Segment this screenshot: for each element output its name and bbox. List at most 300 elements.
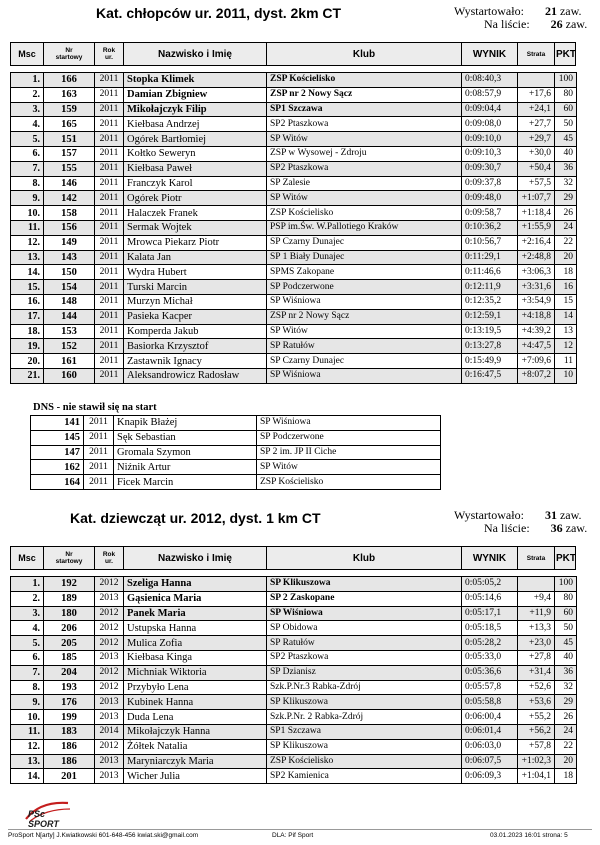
table-row [11,354,577,369]
place-cell: 9. [11,191,44,206]
athlete-name-cell: Halaczek Franek [124,206,267,221]
birth-year-cell: 2011 [95,206,124,221]
bib-number-cell: 204 [44,665,95,680]
club-cell: SP Ratułów [267,339,462,354]
athlete-name-cell: Kiełbasa Andrzej [124,117,267,132]
col-nr-label: Nr startowy [55,551,83,565]
club-cell: SP2 Ptaszkowa [267,161,462,176]
birth-year-cell: 2011 [95,339,124,354]
result-time-cell: 0:12:59,1 [462,309,518,324]
place-cell: 6. [11,650,44,665]
table-row [11,724,577,739]
athlete-name-cell: Przybyło Lena [124,680,267,695]
table-row [11,739,577,754]
bib-number-cell: 150 [44,265,95,280]
result-time-cell: 0:09:48,0 [462,191,518,206]
col-pkt: PKT [556,48,576,60]
time-gap-cell [518,73,555,88]
time-gap-cell: +53,6 [518,695,555,710]
time-gap-cell: +27,8 [518,650,555,665]
started-label: Wystartowało: [454,508,524,522]
time-gap-cell: +3:54,9 [518,294,555,309]
place-cell: 7. [11,161,44,176]
result-time-cell: 0:12:11,9 [462,280,518,295]
athlete-name-cell: Kiełbasa Paweł [124,161,267,176]
bib-number-cell: 152 [44,339,95,354]
birth-year-cell: 2011 [95,294,124,309]
table-row [11,280,577,295]
col-name: Nazwisko i Imię [124,547,267,569]
points-cell: 26 [555,206,577,221]
time-gap-cell [518,577,555,592]
result-time-cell: 0:15:49,9 [462,354,518,369]
time-gap-cell: +1:07,7 [518,191,555,206]
place-cell: 10. [11,710,44,725]
birth-year-cell: 2013 [95,650,124,665]
table-row [11,117,577,132]
dns-row [31,430,441,445]
col-nr [44,547,95,569]
points-cell: 26 [555,710,577,725]
time-gap-cell: +11,9 [518,606,555,621]
result-time-cell: 0:05:57,8 [462,680,518,695]
table-row [11,220,577,235]
points-cell: 18 [555,265,577,280]
points-cell: 36 [555,665,577,680]
place-cell: 18. [11,324,44,339]
time-gap-cell: +2:48,8 [518,250,555,265]
birth-year-cell: 2011 [95,176,124,191]
points-cell: 29 [555,695,577,710]
dns-row [31,475,441,490]
table-row [11,161,577,176]
time-gap-cell: +1:02,3 [518,754,555,769]
athlete-name-cell: Mrowca Piekarz Piotr [124,235,267,250]
results-header-girls [10,546,576,570]
time-gap-cell: +1:04,1 [518,769,555,784]
col-nr [44,43,95,65]
athlete-name-cell: Kalata Jan [124,250,267,265]
club-cell: SP Witów [267,324,462,339]
birth-year-cell: 2011 [95,132,124,147]
birth-year-cell: 2014 [95,724,124,739]
started-value: 31 [544,508,557,522]
club-cell: SP Czarny Dunajec [267,235,462,250]
footer-left: ProSport N[arty] J.Kwiatkowski 601-648-456 kwiat.ski@gmail.com [8,832,199,839]
bib-number-cell: 141 [31,416,84,431]
time-gap-cell: +52,6 [518,680,555,695]
points-cell: 24 [555,724,577,739]
footer-center: DLA: Pif Sport [272,832,314,839]
place-cell: 13. [11,754,44,769]
club-cell: ZSP Kościelisko [267,206,462,221]
bib-number-cell: 192 [44,577,95,592]
result-time-cell: 0:05:33,0 [462,650,518,665]
birth-year-cell: 2012 [95,636,124,651]
bib-number-cell: 186 [44,754,95,769]
place-cell: 12. [11,739,44,754]
place-cell: 9. [11,695,44,710]
points-cell: 10 [555,368,577,383]
club-cell: SP2 Kamienica [267,769,462,784]
points-cell: 80 [555,87,577,102]
place-cell: 7. [11,665,44,680]
time-gap-cell: +50,4 [518,161,555,176]
athlete-name-cell: Mikołajczyk Hanna [124,724,267,739]
points-cell: 45 [555,132,577,147]
time-gap-cell: +3:31,6 [518,280,555,295]
dns-title: DNS - nie stawił się na start [33,402,157,413]
table-row [11,621,577,636]
club-cell: SP 2 im. JP II Ciche [257,445,441,460]
col-club: Klub [267,43,462,65]
birth-year-cell: 2012 [95,606,124,621]
bib-number-cell: 160 [44,368,95,383]
time-gap-cell: +7:09,6 [518,354,555,369]
birth-year-cell: 2011 [95,235,124,250]
birth-year-cell: 2013 [95,754,124,769]
result-time-cell: 0:13:27,8 [462,339,518,354]
club-cell: Szk.P.Nr.3 Rabka-Zdrój [267,680,462,695]
athlete-name-cell: Wydra Hubert [124,265,267,280]
points-cell: 16 [555,280,577,295]
club-cell: SP Wiśniowa [267,368,462,383]
result-time-cell: 0:06:03,0 [462,739,518,754]
result-time-cell: 0:06:07,5 [462,754,518,769]
birth-year-cell: 2012 [95,739,124,754]
result-time-cell: 0:09:10,0 [462,132,518,147]
athlete-name-cell: Kołtko Seweryn [124,146,267,161]
col-pkt: PKT [556,552,576,564]
club-cell: SP Podczerwone [257,430,441,445]
birth-year-cell: 2012 [95,665,124,680]
bib-number-cell: 145 [31,430,84,445]
athlete-name-cell: Panek Maria [124,606,267,621]
club-cell: SP Witów [267,191,462,206]
result-time-cell: 0:10:36,2 [462,220,518,235]
points-cell: 32 [555,176,577,191]
listed-value: 36 [550,521,563,535]
time-gap-cell: +4:18,8 [518,309,555,324]
listed-label: Na liście: [484,521,530,535]
bib-number-cell: 206 [44,621,95,636]
place-cell: 12. [11,235,44,250]
club-cell: SP Klikuszowa [267,577,462,592]
athlete-name-cell: Murzyn Michał [124,294,267,309]
place-cell: 15. [11,280,44,295]
col-msc: Msc [11,547,44,569]
points-cell: 15 [555,294,577,309]
birth-year-cell: 2013 [95,591,124,606]
bib-number-cell: 147 [31,445,84,460]
result-time-cell: 0:05:18,5 [462,621,518,636]
prosport-logo [20,797,76,827]
points-cell: 12 [555,339,577,354]
bib-number-cell: 159 [44,102,95,117]
bib-number-cell: 156 [44,220,95,235]
table-row [11,265,577,280]
place-cell: 2. [11,87,44,102]
club-cell: PSP im.Św. W.Pallotiego Kraków [267,220,462,235]
athlete-name-cell: Turski Marcin [124,280,267,295]
place-cell: 5. [11,636,44,651]
athlete-name-cell: Michniak Wiktoria [124,665,267,680]
table-row [11,665,577,680]
dns-row [31,416,441,431]
result-time-cell: 0:08:40,3 [462,73,518,88]
result-time-cell: 0:09:04,4 [462,102,518,117]
place-cell: 14. [11,265,44,280]
results-table-girls [10,576,577,784]
birth-year-cell: 2011 [95,250,124,265]
birth-year-cell: 2011 [95,309,124,324]
club-cell: SP 2 Zaskopane [267,591,462,606]
bib-number-cell: 146 [44,176,95,191]
club-cell: SP Klikuszowa [267,739,462,754]
points-cell: 29 [555,191,577,206]
time-gap-cell: +30,0 [518,146,555,161]
athlete-name-cell: Sermak Wojtek [124,220,267,235]
table-row [11,191,577,206]
points-cell: 36 [555,161,577,176]
points-cell: 14 [555,309,577,324]
col-strata: Strata [518,547,555,569]
table-row [11,309,577,324]
table-row [11,754,577,769]
points-cell: 60 [555,606,577,621]
bib-number-cell: 161 [44,354,95,369]
result-time-cell: 0:12:35,2 [462,294,518,309]
dns-row [31,460,441,475]
points-cell: 100 [555,73,577,88]
birth-year-cell: 2012 [95,621,124,636]
bib-number-cell: 165 [44,117,95,132]
time-gap-cell: +3:06,3 [518,265,555,280]
points-cell: 40 [555,146,577,161]
place-cell: 20. [11,354,44,369]
birth-year-cell: 2012 [95,577,124,592]
table-row [11,606,577,621]
dns-row [31,445,441,460]
time-gap-cell: +57,5 [518,176,555,191]
club-cell: SP1 Szczawa [267,724,462,739]
points-cell: 20 [555,250,577,265]
dns-table [30,415,441,490]
time-gap-cell: +1:18,4 [518,206,555,221]
bib-number-cell: 183 [44,724,95,739]
bib-number-cell: 185 [44,650,95,665]
table-row [11,87,577,102]
club-cell: SP2 Ptaszkowa [267,117,462,132]
result-time-cell: 0:11:29,1 [462,250,518,265]
athlete-name-cell: Franczyk Karol [124,176,267,191]
bib-number-cell: 149 [44,235,95,250]
athlete-name-cell: Aleksandrowicz Radosław [124,368,267,383]
footer-right: 03.01.2023 16:01 strona: 5 [490,832,568,839]
athlete-name-cell: Mikołajczyk Filip [124,102,267,117]
points-cell: 32 [555,680,577,695]
col-rok-label: Rok ur. [102,551,116,565]
bib-number-cell: 176 [44,695,95,710]
time-gap-cell: +57,8 [518,739,555,754]
birth-year-cell: 2011 [95,161,124,176]
birth-year-cell: 2011 [95,146,124,161]
place-cell: 3. [11,102,44,117]
birth-year-cell: 2011 [95,87,124,102]
table-row [11,132,577,147]
result-time-cell: 0:05:36,6 [462,665,518,680]
place-cell: 4. [11,621,44,636]
athlete-name-cell: Zastawnik Ignacy [124,354,267,369]
col-club: Klub [267,547,462,569]
bib-number-cell: 193 [44,680,95,695]
points-cell: 40 [555,650,577,665]
place-cell: 4. [11,117,44,132]
club-cell: SPMS Zakopane [267,265,462,280]
time-gap-cell: +24,1 [518,102,555,117]
col-wynik: WYNIK [462,547,518,569]
table-row [11,591,577,606]
points-cell: 11 [555,354,577,369]
time-gap-cell: +23,0 [518,636,555,651]
bib-number-cell: 143 [44,250,95,265]
athlete-name-cell: Duda Lena [124,710,267,725]
place-cell: 14. [11,769,44,784]
listed-label: Na liście: [484,17,530,31]
table-row [11,294,577,309]
result-time-cell: 0:06:00,4 [462,710,518,725]
athlete-name-cell: Sęk Sebastian [114,430,257,445]
col-rok [95,547,124,569]
club-cell: SP Witów [257,460,441,475]
place-cell: 10. [11,206,44,221]
athlete-name-cell: Szeliga Hanna [124,577,267,592]
time-gap-cell: +17,6 [518,87,555,102]
points-cell: 22 [555,235,577,250]
birth-year-cell: 2011 [95,265,124,280]
result-time-cell: 0:09:30,7 [462,161,518,176]
club-cell: SP Ratułów [267,636,462,651]
bib-number-cell: 189 [44,591,95,606]
time-gap-cell: +1:55,9 [518,220,555,235]
col-wynik: WYNIK [462,43,518,65]
birth-year-cell: 2011 [84,416,114,431]
time-gap-cell: +8:07,2 [518,368,555,383]
birth-year-cell: 2011 [95,354,124,369]
club-cell: ZSP nr 2 Nowy Sącz [267,309,462,324]
birth-year-cell: 2011 [84,460,114,475]
listed-unit: zaw. [565,521,588,535]
started-unit: zaw. [559,4,582,18]
bib-number-cell: 144 [44,309,95,324]
result-time-cell: 0:10:56,7 [462,235,518,250]
result-time-cell: 0:05:05,2 [462,577,518,592]
table-row [11,146,577,161]
time-gap-cell: +4:39,2 [518,324,555,339]
started-label: Wystartowało: [454,4,524,18]
result-time-cell: 0:16:47,5 [462,368,518,383]
bib-number-cell: 151 [44,132,95,147]
place-cell: 19. [11,339,44,354]
time-gap-cell: +27,7 [518,117,555,132]
result-time-cell: 0:13:19,5 [462,324,518,339]
table-row [11,368,577,383]
birth-year-cell: 2011 [84,475,114,490]
col-name: Nazwisko i Imię [124,43,267,65]
table-row [11,636,577,651]
place-cell: 17. [11,309,44,324]
birth-year-cell: 2011 [95,102,124,117]
athlete-name-cell: Mulica Zofia [124,636,267,651]
bib-number-cell: 157 [44,146,95,161]
col-rok-label: Rok ur. [102,47,116,61]
time-gap-cell: +56,2 [518,724,555,739]
result-time-cell: 0:09:08,0 [462,117,518,132]
points-cell: 100 [555,577,577,592]
athlete-name-cell: Ogórek Bartłomiej [124,132,267,147]
bib-number-cell: 199 [44,710,95,725]
time-gap-cell: +31,4 [518,665,555,680]
club-cell: SP2 Ptaszkowa [267,650,462,665]
bib-number-cell: 155 [44,161,95,176]
athlete-name-cell: Komperda Jakub [124,324,267,339]
place-cell: 3. [11,606,44,621]
col-strata: Strata [518,43,555,65]
points-cell: 18 [555,769,577,784]
logo-text: PSc SPORT [28,809,59,829]
section-title-boys-2011: Kat. chłopców ur. 2011, dyst. 2km CT [96,5,342,21]
athlete-name-cell: Ustupska Hanna [124,621,267,636]
result-time-cell: 0:05:28,2 [462,636,518,651]
result-time-cell: 0:06:09,3 [462,769,518,784]
athlete-name-cell: Żółtek Natalia [124,739,267,754]
bib-number-cell: 163 [44,87,95,102]
col-msc: Msc [11,43,44,65]
bib-number-cell: 186 [44,739,95,754]
table-row [11,235,577,250]
time-gap-cell: +9,4 [518,591,555,606]
col-rok [95,43,124,65]
table-row [11,73,577,88]
result-time-cell: 0:05:17,1 [462,606,518,621]
time-gap-cell: +4:47,5 [518,339,555,354]
table-row [11,695,577,710]
birth-year-cell: 2013 [95,710,124,725]
athlete-name-cell: Niźnik Artur [114,460,257,475]
listed-value: 26 [550,17,563,31]
birth-year-cell: 2011 [84,430,114,445]
birth-year-cell: 2013 [95,695,124,710]
club-cell: ZSP w Wysowej - Zdroju [267,146,462,161]
athlete-name-cell: Ogórek Piotr [124,191,267,206]
place-cell: 13. [11,250,44,265]
table-row [11,769,577,784]
place-cell: 11. [11,724,44,739]
club-cell: SP 1 Biały Dunajec [267,250,462,265]
col-nr-label: Nr startowy [55,47,83,61]
birth-year-cell: 2011 [95,220,124,235]
club-cell: SP Dzianisz [267,665,462,680]
results-table-boys [10,72,577,384]
points-cell: 24 [555,220,577,235]
points-cell: 80 [555,591,577,606]
points-cell: 45 [555,636,577,651]
result-time-cell: 0:06:01,4 [462,724,518,739]
athlete-name-cell: Basiorka Krzysztof [124,339,267,354]
result-time-cell: 0:09:10,3 [462,146,518,161]
bib-number-cell: 166 [44,73,95,88]
bib-number-cell: 162 [31,460,84,475]
